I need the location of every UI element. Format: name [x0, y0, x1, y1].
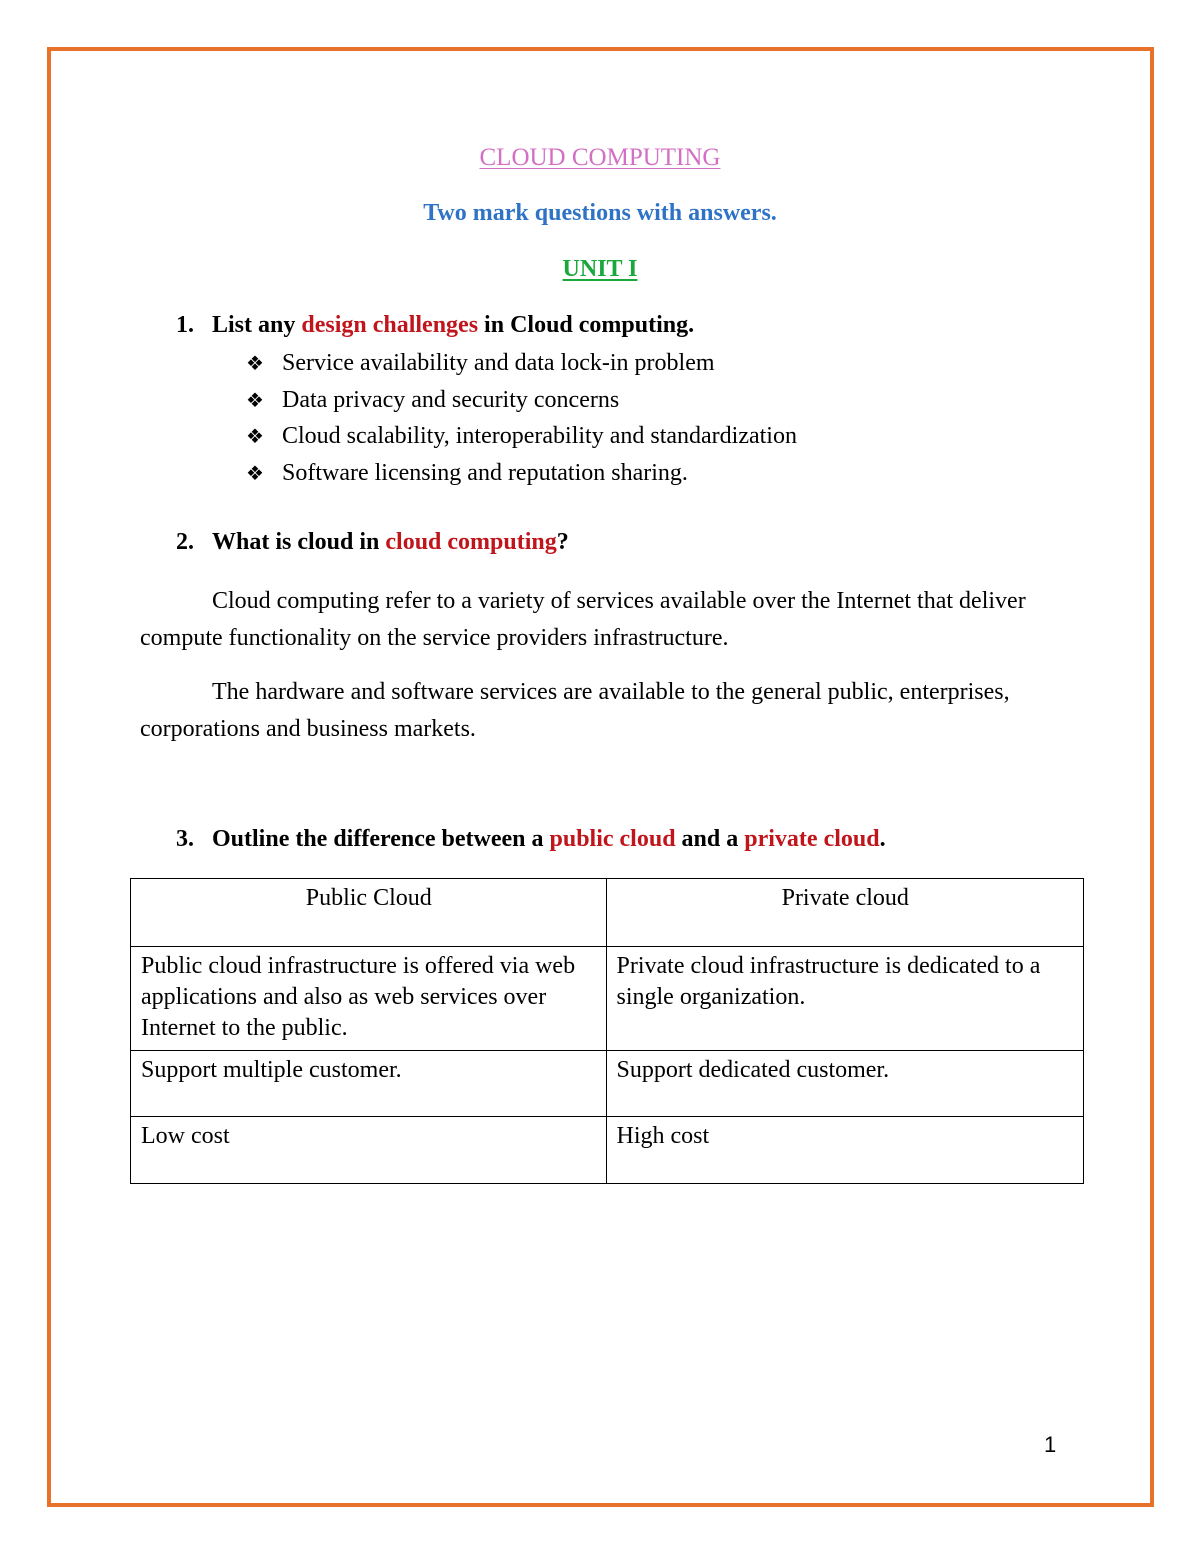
question-1-highlight: design challenges: [301, 312, 479, 338]
list-item-text: Data privacy and security concerns: [282, 386, 620, 413]
list-item-text: Service availability and data lock-in problem: [282, 350, 715, 376]
question-2-text-post: ?: [556, 529, 569, 555]
list-item: [246, 456, 797, 493]
table-header-cell: Private cloud: [606, 879, 1084, 947]
diamond-bullet-icon: ❖: [246, 424, 264, 448]
question-2-highlight: cloud computing: [385, 529, 557, 555]
table-header-cell: Public Cloud: [131, 879, 607, 947]
diamond-bullet-icon: ❖: [246, 460, 264, 485]
question-2-number: 2.: [176, 529, 194, 555]
table-cell: Low cost: [131, 1117, 607, 1184]
table-cell: Support multiple customer.: [131, 1051, 607, 1117]
document-title: CLOUD COMPUTING: [479, 144, 721, 171]
question-3: [176, 826, 886, 853]
comparison-table: [130, 878, 1084, 1184]
question-1: [176, 312, 694, 339]
question-2: [176, 529, 569, 556]
table-row: [131, 1117, 1084, 1184]
question-3-text-mid: and a: [675, 826, 745, 852]
question-2-text-pre: What is cloud in: [212, 529, 386, 555]
question-3-text-post: .: [879, 826, 886, 852]
diamond-bullet-icon: ❖: [246, 387, 264, 412]
question-3-highlight-public: public cloud: [549, 826, 676, 852]
table-cell: Support dedicated customer.: [606, 1051, 1084, 1117]
diamond-bullet-icon: ❖: [246, 351, 264, 375]
table-cell: Private cloud infrastructure is dedicated to a single organization.: [606, 947, 1084, 1051]
question-1-text-pre: List any: [212, 312, 302, 338]
question-3-number: 3.: [176, 826, 194, 852]
list-item: [246, 383, 797, 420]
question-2-answer-paragraph-2: The hardware and software services are available to the general public, enterprises, corporations and business markets.: [140, 679, 1010, 742]
table-cell: Public cloud infrastructure is offered via web applications and also as web services over Internet to the public.: [131, 947, 607, 1051]
question-2-answer-paragraph-1: Cloud computing refer to a variety of services available over the Internet that deliver compute functionality on the service providers infrastructure.: [140, 588, 1026, 651]
table-header-row: [131, 879, 1084, 947]
list-item: [246, 419, 797, 456]
page-number: 1: [1044, 1432, 1057, 1457]
list-item-text: Software licensing and reputation sharing.: [282, 459, 688, 486]
question-1-answer-list: [246, 346, 797, 492]
question-1-text-post: in Cloud computing.: [478, 312, 695, 338]
table-cell: High cost: [606, 1117, 1084, 1184]
unit-heading: UNIT I: [562, 256, 638, 282]
table-row: [131, 947, 1084, 1051]
list-item-text: Cloud scalability, interoperability and standardization: [282, 423, 797, 449]
question-3-text-pre: Outline the difference between a: [212, 826, 550, 852]
document-subtitle: Two mark questions with answers.: [423, 200, 777, 226]
question-1-number: 1.: [176, 312, 194, 338]
list-item: [246, 346, 797, 383]
question-3-highlight-private: private cloud: [744, 826, 880, 852]
table-row: [131, 1051, 1084, 1117]
